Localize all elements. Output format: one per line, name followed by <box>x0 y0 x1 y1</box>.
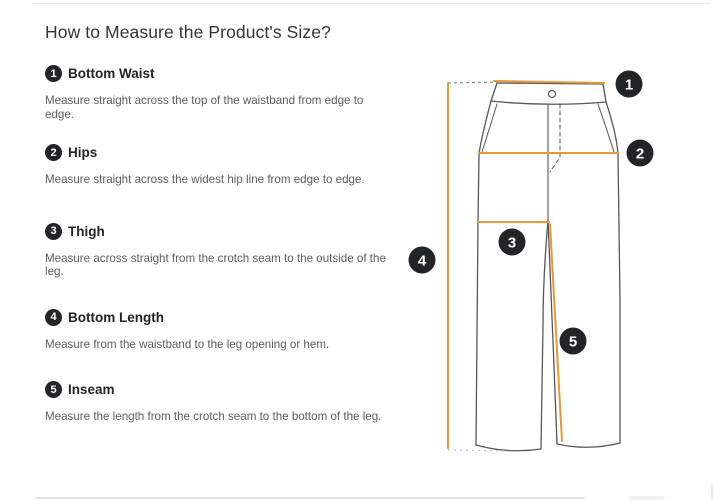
bottom-divider <box>35 497 585 499</box>
measure-step <box>45 223 389 279</box>
waist-button-icon <box>549 91 556 98</box>
step-number-badge: 1 <box>45 65 62 82</box>
right-leg-hem <box>557 443 620 447</box>
step-number-badge: 5 <box>45 381 62 398</box>
diagram-badge-number: 5 <box>568 333 578 351</box>
guide-dash-bottom <box>448 450 506 451</box>
step-title: Thigh <box>68 223 105 239</box>
pants-outline-drawing <box>476 83 620 451</box>
bottom-button-peek <box>628 496 665 500</box>
diagram-badge-number: 1 <box>624 76 634 94</box>
step-description: Measure across straight from the crotch seam to the outside of the leg. <box>45 251 386 278</box>
measure-step-header <box>45 144 389 161</box>
diagram-badge-number: 2 <box>635 145 645 163</box>
measure-step <box>45 381 389 424</box>
page-title: How to Measure the Product's Size? <box>45 22 331 42</box>
step-description: Measure the length from the crotch seam to the bottom of the leg. <box>45 410 382 423</box>
left-leg-hem <box>476 445 541 451</box>
left-inseam <box>541 220 548 449</box>
diagram-badge-number: 3 <box>507 234 517 252</box>
step-number-badge: 3 <box>45 223 62 240</box>
measure-steps-list <box>45 65 389 454</box>
top-divider <box>33 3 710 4</box>
pants-measurement-diagram <box>405 60 665 460</box>
step-title: Bottom Length <box>68 309 164 325</box>
step-description: Measure straight across the top of the waistband from edge to edge. <box>45 94 364 121</box>
measure-step <box>45 309 389 352</box>
measure-step-header <box>45 381 389 398</box>
fly-stitch-dashed <box>550 104 560 172</box>
step-number-badge: 4 <box>45 309 62 326</box>
measure-step-header <box>45 223 389 240</box>
step-description: Measure from the waistband to the leg opening or hem. <box>45 337 330 351</box>
measure-step-header <box>45 65 389 82</box>
guide-dash-top <box>448 82 497 83</box>
diagram-number-badges <box>409 71 654 355</box>
measure-step <box>45 65 389 121</box>
step-description: Measure straight across the widest hip line from edge to edge. <box>45 173 365 186</box>
step-title: Bottom Waist <box>68 66 155 81</box>
step-number-badge: 2 <box>45 144 62 161</box>
diagram-badge-number: 4 <box>417 252 427 270</box>
step-title: Hips <box>68 145 98 160</box>
measurement-lines <box>448 81 618 448</box>
measure-step <box>45 144 389 187</box>
step-title: Inseam <box>68 382 115 397</box>
measure-step-header <box>45 309 389 326</box>
right-pocket-line <box>598 104 614 152</box>
